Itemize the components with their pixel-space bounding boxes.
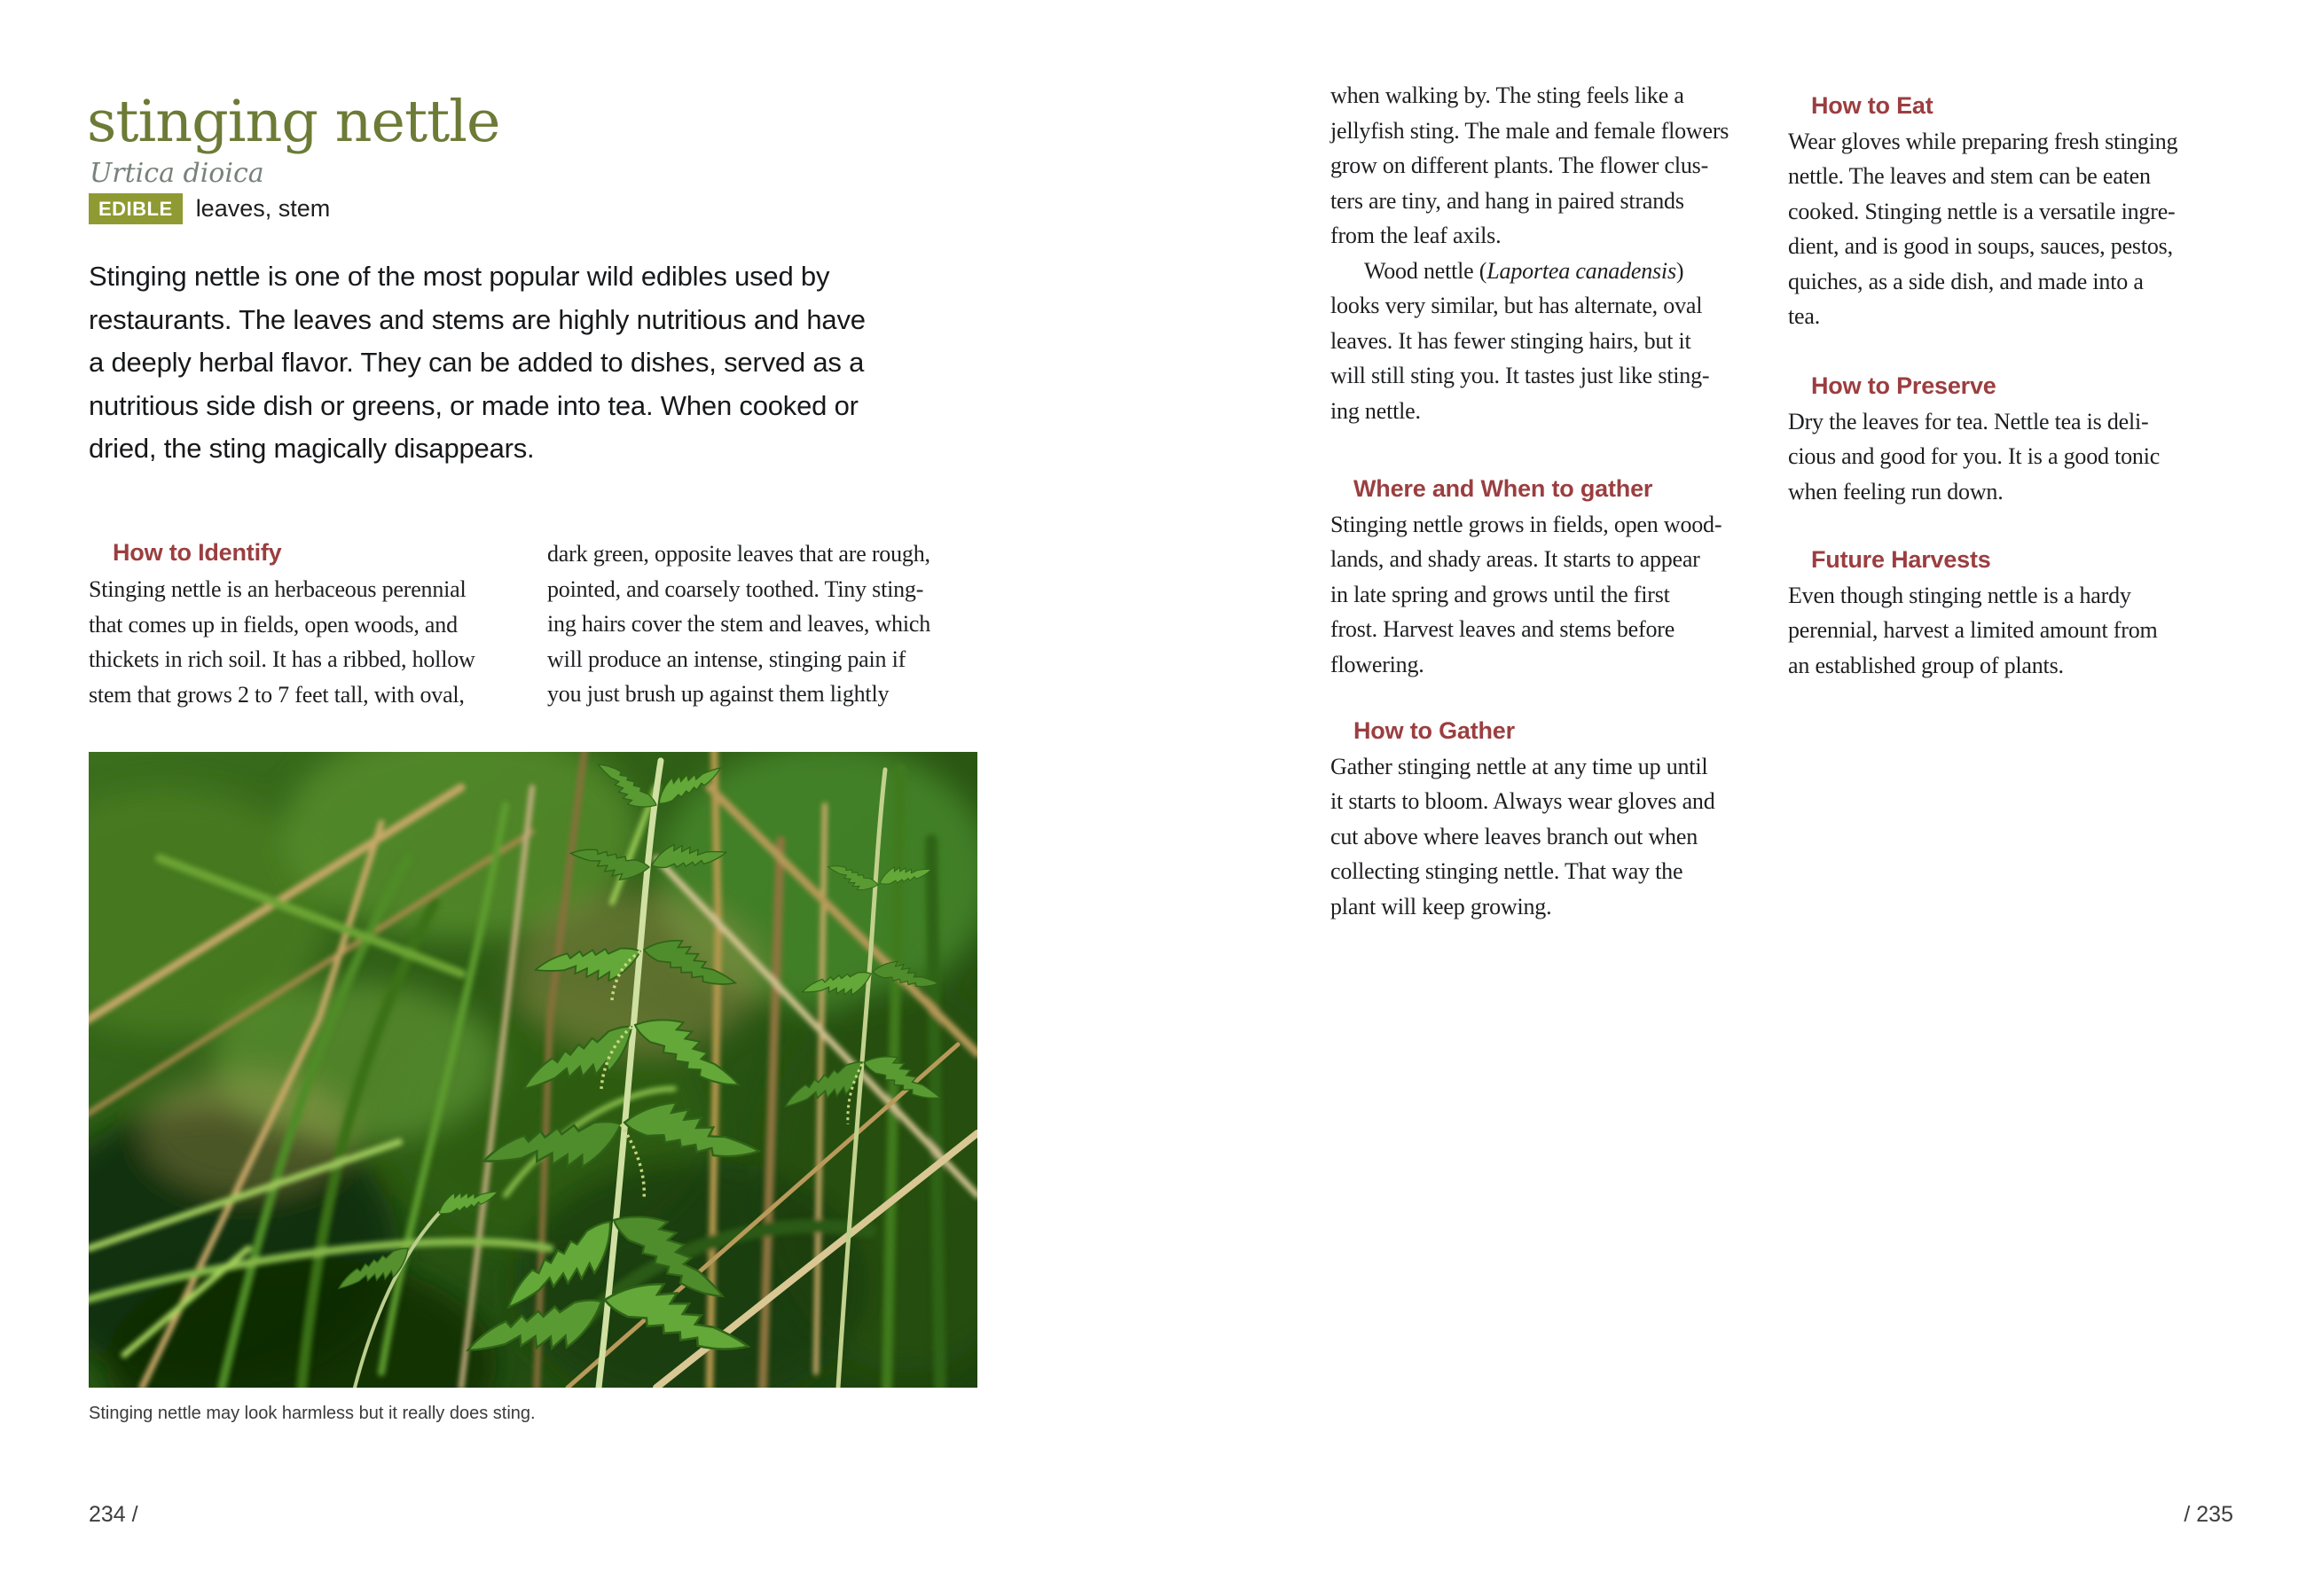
identify-col1 <box>89 572 475 712</box>
edible-row <box>89 193 330 224</box>
text-line: plant will keep growing. <box>1330 893 1552 919</box>
latin-name: Urtica dioica <box>90 158 264 189</box>
text-line: ing hairs cover the stem and leaves, which <box>547 611 931 637</box>
section-future-harvests <box>1788 543 2158 683</box>
intro-paragraph <box>89 255 866 471</box>
page-number-right: / 235 <box>2184 1502 2233 1527</box>
text-line: tea. <box>1788 303 1821 329</box>
text-line: frost. Harvest leaves and stems before <box>1330 616 1675 642</box>
text-line: Stinging nettle is one of the most popular wild edibles used by <box>89 261 830 292</box>
text-line: dient, and is good in soups, sauces, pestos, <box>1788 233 2173 259</box>
right-col1-paragraphs <box>1330 78 1729 428</box>
text-line: from the leaf axils. <box>1330 223 1502 248</box>
section-heading-future-harvests: Future Harvests <box>1811 546 1991 573</box>
section-heading-how-to-identify: How to Identify <box>113 539 282 566</box>
text-line: Wear gloves while preparing fresh stinging <box>1788 128 2178 154</box>
text-line: Even though stinging nettle is a hardy <box>1788 582 2131 608</box>
text-line: ters are tiny, and hang in paired strands <box>1330 187 1684 214</box>
wood-nettle-prefix: Wood nettle ( <box>1364 257 1487 284</box>
text-line: will still sting you. It tastes just like sting- <box>1330 363 1710 388</box>
text-line: Gather stinging nettle at any time up until <box>1330 753 1708 779</box>
nettle-photo <box>89 752 977 1388</box>
text-line: that comes up in fields, open woods, and <box>89 611 458 638</box>
text-line: flowering. <box>1330 651 1424 677</box>
section-heading-how-to-gather: How to Gather <box>1353 717 1515 744</box>
text-line: jellyfish sting. The male and female flowers <box>1330 117 1730 144</box>
wood-nettle-latin: Laportea canadensis <box>1486 257 1676 284</box>
text-line: ing nettle. <box>1330 397 1421 424</box>
edible-badge: EDIBLE <box>89 193 183 224</box>
text-line: Stinging nettle grows in fields, open wood- <box>1330 511 1722 537</box>
text-line: perennial, harvest a limited amount from <box>1788 617 2158 643</box>
nettle-photo-illustration <box>89 752 977 1388</box>
text-line: will produce an intense, stinging pain if <box>547 645 906 672</box>
edible-parts: leaves, stem <box>195 195 331 222</box>
text-line: you just brush up against them lightly <box>547 681 890 707</box>
text-line: when feeling run down. <box>1788 478 2004 505</box>
text-line: it starts to bloom. Always wear gloves and <box>1330 788 1715 814</box>
text-line: quiches, as a side dish, and made into a <box>1788 268 2144 294</box>
text-line: cious and good for you. It is a good tonic <box>1788 443 2161 469</box>
photo-caption: Stinging nettle may look harmless but it really does sting. <box>89 1404 536 1423</box>
text-line: stem that grows 2 to 7 feet tall, with oval, <box>89 681 465 708</box>
section-heading-how-to-eat: How to Eat <box>1811 92 1933 119</box>
text-line: in late spring and grows until the first <box>1330 581 1670 607</box>
text-line: looks very similar, but has alternate, oval <box>1330 293 1703 318</box>
text-line: dried, the sting magically disappears. <box>89 433 535 464</box>
text-line: nutritious side dish or greens, or made into tea. When cooked or <box>89 389 859 421</box>
section-how-to-eat <box>1788 89 2177 334</box>
text-line: thickets in rich soil. It has a ribbed, hollow <box>89 646 475 672</box>
text-line: when walking by. The sting feels like a <box>1330 82 1684 108</box>
page-number-left: 234 / <box>89 1502 138 1527</box>
text-line: nettle. The leaves and stem can be eaten <box>1788 163 2151 189</box>
text-line: Stinging nettle is an herbaceous perennial <box>89 576 467 602</box>
text-line: a deeply herbal flavor. They can be added to dishes, served as a <box>89 347 865 378</box>
text-line: restaurants. The leaves and stems are highly nutritious and have <box>89 303 866 335</box>
section-where-and-when-to-gather <box>1330 472 1722 682</box>
section-how-to-gather <box>1330 714 1715 924</box>
page-title: stinging nettle <box>87 89 500 155</box>
text-line: leaves. It has fewer stinging hairs, but it <box>1330 327 1691 354</box>
identify-col2 <box>547 536 930 712</box>
text-line: lands, and shady areas. It starts to appear <box>1330 546 1700 572</box>
section-how-to-preserve <box>1788 369 2160 509</box>
text-line: cut above where leaves branch out when <box>1330 823 1698 849</box>
text-line: cooked. Stinging nettle is a versatile ingre- <box>1788 198 2176 224</box>
text-line: grow on different plants. The flower clus- <box>1330 153 1709 178</box>
text-line: dark green, opposite leaves that are rough, <box>547 541 930 567</box>
section-heading-how-to-preserve: How to Preserve <box>1811 372 1996 399</box>
text-line: an established group of plants. <box>1788 652 2064 678</box>
wood-nettle-suffix: ) <box>1675 257 1684 284</box>
text-line: Dry the leaves for tea. Nettle tea is deli- <box>1788 408 2149 434</box>
text-line <box>1330 254 1729 289</box>
text-line: pointed, and coarsely toothed. Tiny sting- <box>547 575 924 602</box>
text-line: collecting stinging nettle. That way the <box>1330 858 1683 884</box>
section-heading-where-when: Where and When to gather <box>1353 475 1653 502</box>
